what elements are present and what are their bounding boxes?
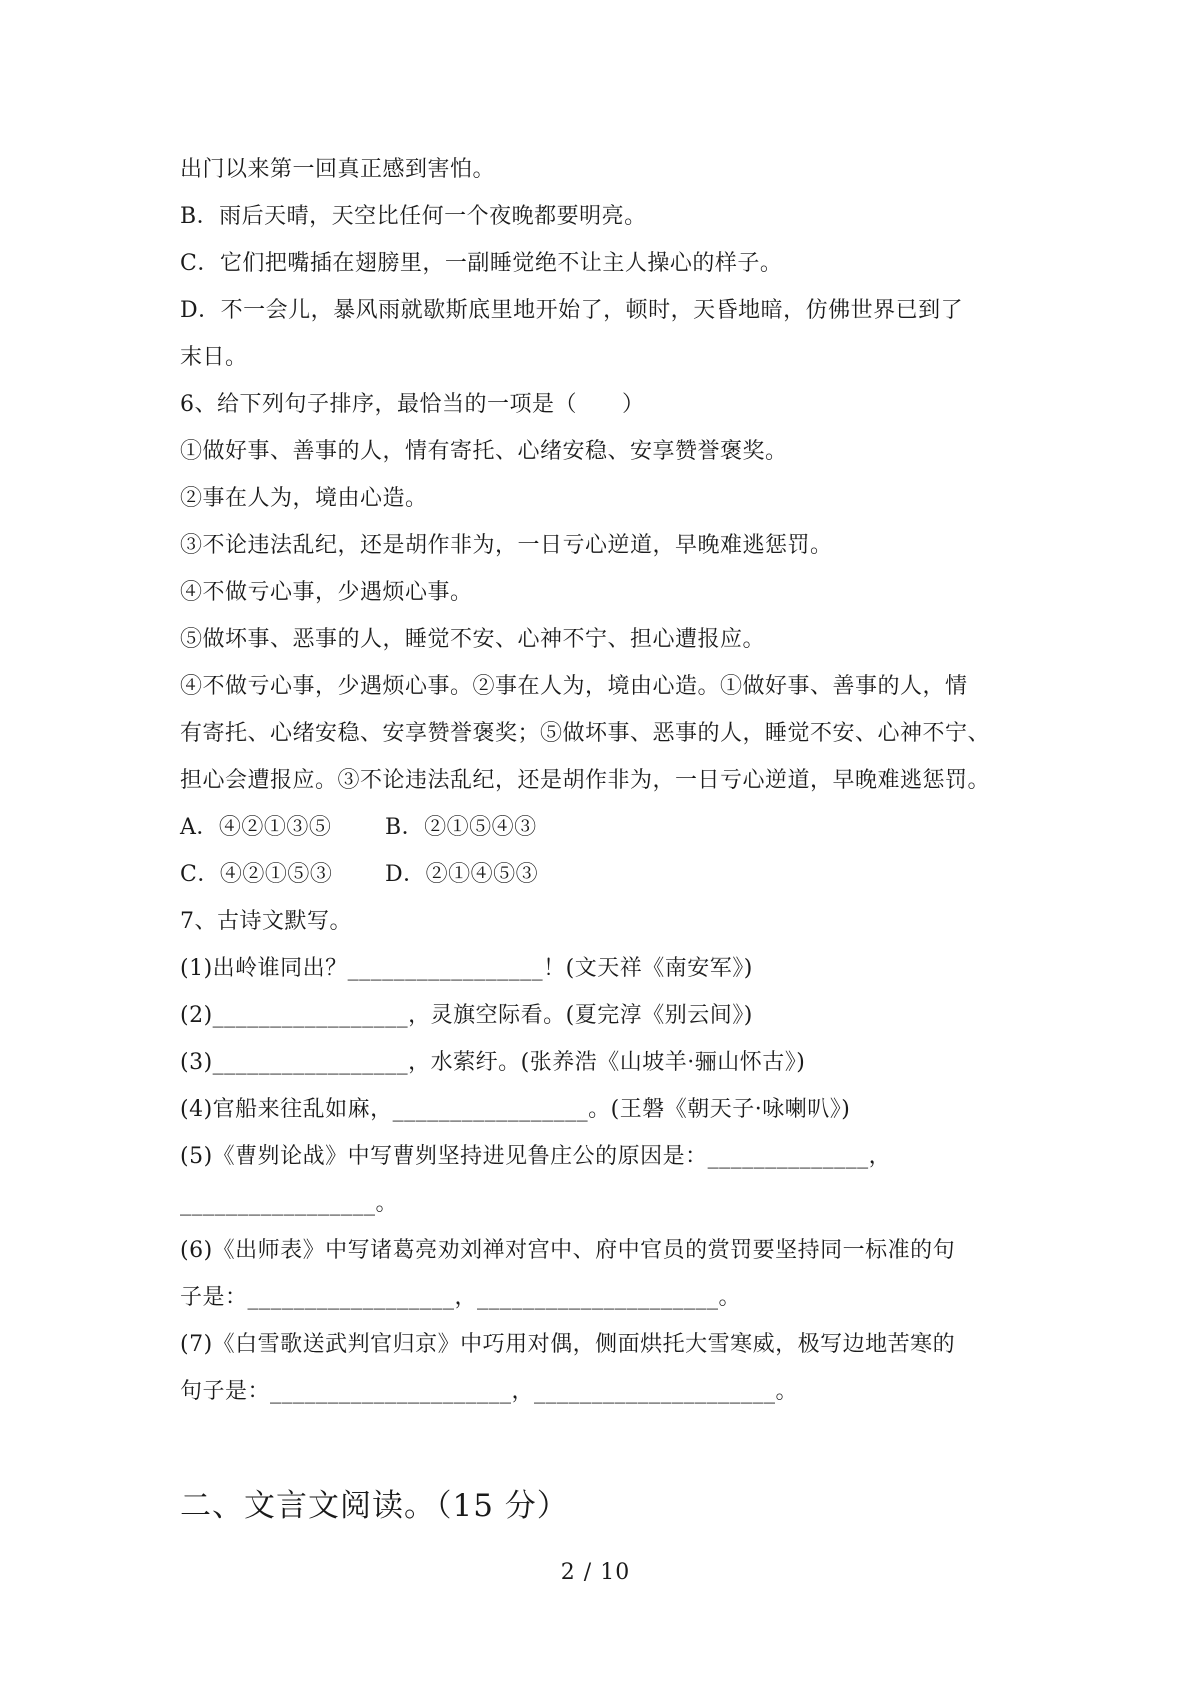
option-a: A．④②①③⑤	[180, 815, 332, 840]
question-7-line: (7)《白雪歌送武判官归京》中巧用对偶，侧面烘托大雪寒威，极写边地苦寒的	[180, 1332, 956, 1357]
option-b-line: B．雨后天晴，天空比任何一个夜晚都要明亮。	[180, 204, 647, 229]
question-6-item-5: ⑤做坏事、恶事的人，睡觉不安、心神不宁、担心遭报应。	[180, 627, 766, 652]
page-number: 2 / 10	[560, 1560, 631, 1585]
question-7-line: 子是：__________________，_____________________。	[180, 1285, 742, 1310]
option-b: B．②①⑤④③	[385, 815, 537, 840]
page-content	[180, 146, 1020, 1415]
question-7-line: _________________。	[180, 1191, 399, 1216]
section-heading: 二、文言文阅读。（15 分）	[180, 1488, 569, 1524]
question-6-item-3: ③不论违法乱纪，还是胡作非为，一日亏心逆道，早晚难逃惩罚。	[180, 533, 833, 558]
question-6-ordered-text: 有寄托、心绪安稳、安享赞誉褒奖；⑤做坏事、恶事的人，睡觉不安、心神不宁、	[180, 721, 991, 746]
text-line: 出门以来第一回真正感到害怕。	[180, 157, 496, 182]
text-line: 末日。	[180, 345, 248, 370]
question-7-line: 句子是：_____________________，_____________________。	[180, 1379, 799, 1404]
question-6-options-row	[180, 851, 1020, 898]
option-c: C．④②①⑤③	[180, 862, 333, 887]
question-7-line: (4)官船来往乱如麻，_________________。(王磐《朝天子·咏喇叭》)	[180, 1097, 851, 1122]
question-7-line: (2)_________________，灵旗空际看。(夏完淳《别云间》)	[180, 1003, 753, 1028]
question-6-stem: 6、给下列句子排序，最恰当的一项是（ ）	[180, 392, 645, 417]
question-6-ordered-text: ④不做亏心事，少遇烦心事。②事在人为，境由心造。①做好事、善事的人，情	[180, 674, 968, 699]
question-6-options-row	[180, 804, 1020, 851]
question-6-item-1: ①做好事、善事的人，情有寄托、心绪安稳、安享赞誉褒奖。	[180, 439, 788, 464]
question-6-item-2: ②事在人为，境由心造。	[180, 486, 428, 511]
question-6-item-4: ④不做亏心事，少遇烦心事。	[180, 580, 473, 605]
option-d: D．②①④⑤③	[385, 862, 539, 887]
question-7-line: (1)出岭谁同出？_________________！(文天祥《南安军》)	[180, 956, 753, 981]
question-7-line: (3)_________________，水萦纡。(张养浩《山坡羊·骊山怀古》)	[180, 1050, 806, 1075]
question-7-stem: 7、古诗文默写。	[180, 909, 352, 934]
question-7-line: (6)《出师表》中写诸葛亮劝刘禅对宫中、府中官员的赏罚要坚持同一标准的句	[180, 1238, 956, 1263]
question-7-line: (5)《曹刿论战》中写曹刿坚持进见鲁庄公的原因是：______________，	[180, 1144, 892, 1169]
question-6-ordered-text: 担心会遭报应。③不论违法乱纪，还是胡作非为，一日亏心逆道，早晚难逃惩罚。	[180, 768, 991, 793]
option-d-line: D．不一会儿，暴风雨就歇斯底里地开始了，顿时，天昏地暗，仿佛世界已到了	[180, 298, 964, 323]
option-c-line: C．它们把嘴插在翅膀里，一副睡觉绝不让主人操心的样子。	[180, 251, 783, 276]
